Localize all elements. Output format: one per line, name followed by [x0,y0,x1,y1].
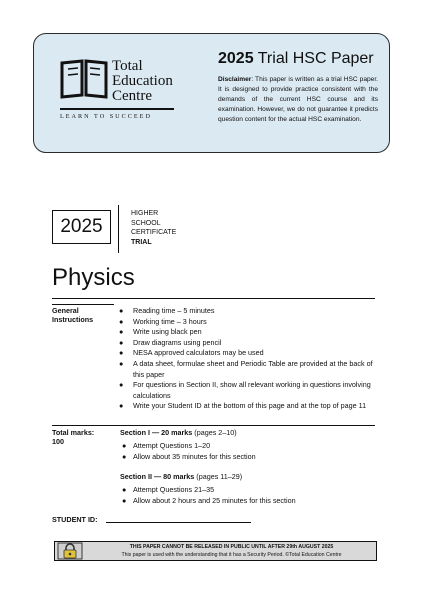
padlock-icon [57,542,83,560]
hsc-line-2: SCHOOL [131,219,161,227]
section-2-item: ● Allow about 2 hours and 25 minutes for this section [122,496,296,505]
section-1-item: ● Allow about 35 minutes for this section [122,452,256,461]
year-divider [118,205,119,253]
bullet-icon: ● [119,337,124,347]
hsc-label [131,209,176,247]
section-2-list [122,484,296,506]
bullet-icon: ● [119,401,124,411]
general-label-line-2: Instructions [52,315,94,324]
total-marks-value: 100 [52,437,64,446]
bullet-icon: ● [122,485,127,494]
bullet-icon: ● [122,452,127,461]
section-2-pages: (pages 11–29) [194,472,243,481]
paper-title-year: 2025 [218,50,254,67]
bullet-icon: ● [119,348,124,358]
general-instructions-label [52,306,93,324]
section-1-pages: (pages 2–10) [192,428,237,437]
general-rule [52,304,114,305]
hsc-line-4: TRIAL [131,238,152,246]
instructions-list [118,306,378,412]
bullet-icon: ● [119,316,124,326]
disclaimer-text: : This paper is written as a trial HSC paper. It is designed to provide practice consistent with the demands of the current HSC course and its examination. However, we do not guarantee it predicts question content for the actual HSC examination. [218,76,378,124]
logo-line-2: Education [112,73,173,89]
footer-release-notice: THIS PAPER CANNOT BE RELEASED IN PUBLIC UNTIL AFTER 29th AUGUST 2025 [129,544,334,550]
instruction-item: ● Write using black pen [119,327,202,337]
disclaimer-label: Disclaimer [218,76,252,83]
bullet-icon: ● [122,441,127,450]
logo-divider [60,108,174,110]
instruction-item: ● A data sheet, formulae sheet and Periodic Table are provided at the back of this paper [119,358,373,379]
exam-year-box: 2025 [52,210,111,244]
section-1-list [122,440,256,462]
bullet-icon: ● [119,327,124,337]
total-marks-rule [52,425,375,426]
subject-rule [52,298,375,299]
instruction-item: ● Reading time – 5 minutes [119,306,215,315]
section-1-item: ● Attempt Questions 1–20 [122,441,211,450]
section-2-title: Section II — 80 marks [120,472,195,481]
hsc-line-1: HIGHER [131,210,159,217]
bullet-icon: ● [119,358,124,368]
bullet-icon: ● [119,380,124,390]
bullet-icon: ● [119,306,124,315]
section-2-heading [120,472,242,482]
student-id-field[interactable] [106,522,251,523]
subject-title: Physics [52,264,135,291]
footer-security-notice: This paper is used with the understanding that it has a Security Period. ©Total Education Centre [121,552,342,558]
book-icon [60,57,108,101]
logo-line-1: Total [112,58,143,74]
disclaimer [218,75,378,125]
section-2-item: ● Attempt Questions 21–35 [122,485,215,494]
hsc-line-3: CERTIFICATE [131,229,177,236]
section-1-heading [120,428,237,438]
instruction-item: ● For questions in Section II, show all relevant working in questions involving calculations [119,380,371,400]
section-1-title: Section I — 20 marks [120,428,193,437]
general-label-line-1: General [52,306,79,315]
instruction-item: ● Draw diagrams using pencil [119,337,222,347]
bullet-icon: ● [122,496,127,505]
instruction-item: ● Write your Student ID at the bottom of this page and at the top of page 11 [119,401,367,411]
student-id-label: STUDENT ID: [52,515,98,524]
paper-title [218,50,374,68]
logo-tagline: LEARN TO SUCCEED [60,113,152,120]
instruction-item: ● Working time – 3 hours [119,316,207,326]
total-marks-label: Total marks: [52,428,95,437]
logo-line-3: Centre [112,88,152,104]
instruction-item: ● NESA approved calculators may be used [119,348,264,358]
paper-title-text: Trial HSC Paper [257,50,374,67]
